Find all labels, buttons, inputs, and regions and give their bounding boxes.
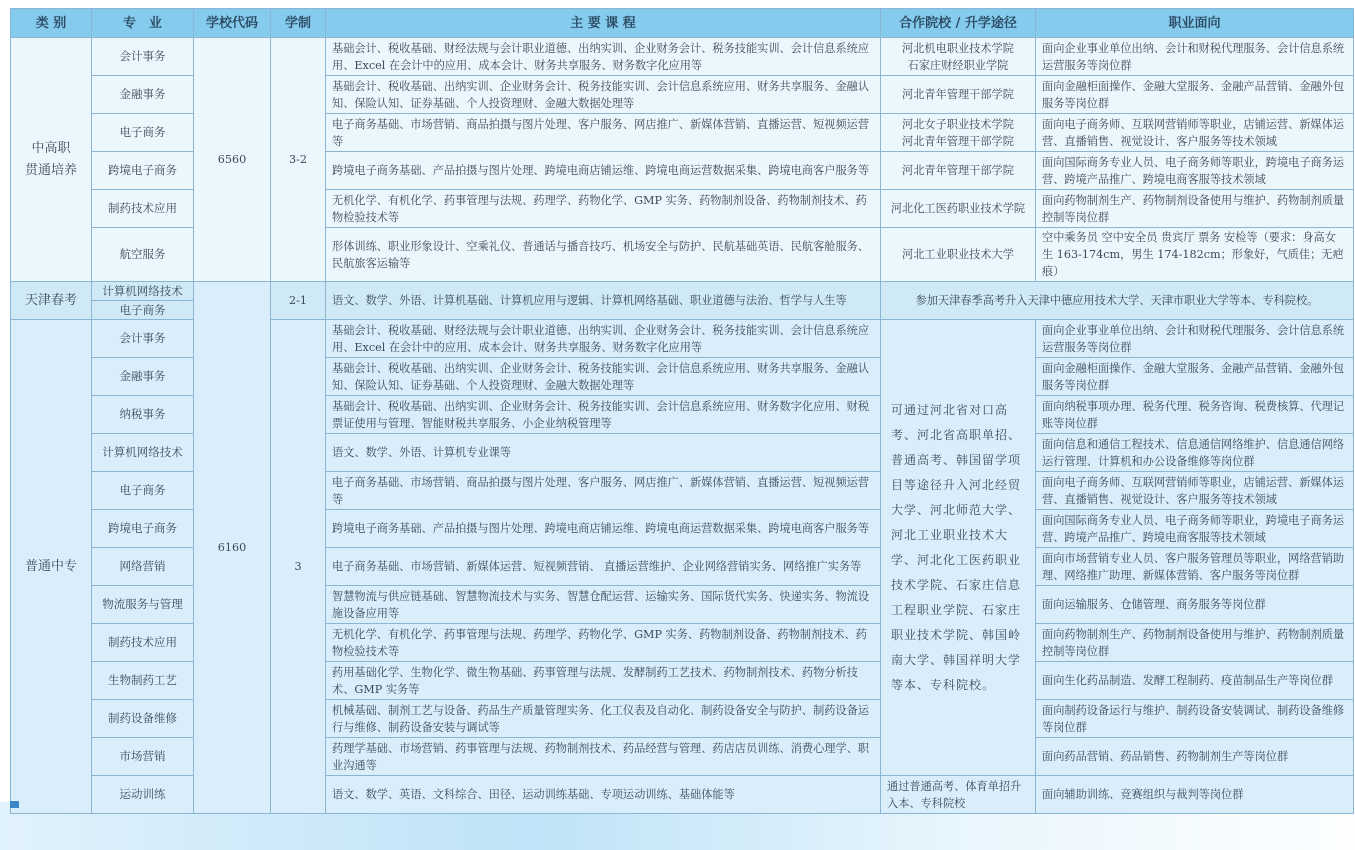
header-partner: 合作院校 / 升学途径 (881, 9, 1036, 38)
duration-cell: 3 (271, 320, 326, 814)
courses-cell: 药用基础化学、生物化学、微生物基础、药事管理与法规、发酵制药工艺技术、药物制剂技术、药物分析技术、GMP 实务等 (326, 662, 881, 700)
partner-cell: 通过普通高考、体育单招升入本、专科院校 (881, 776, 1036, 814)
partner-cell: 河北青年管理干部学院 (881, 152, 1036, 190)
table-header-row (11, 9, 1354, 38)
header-school-code: 学校代码 (194, 9, 271, 38)
category-cell: 中高职 贯通培养 (11, 38, 92, 282)
major-cell: 电子商务 (92, 114, 194, 152)
partner-cell: 河北化工医药职业技术学院 (881, 190, 1036, 228)
major-cell: 网络营销 (92, 548, 194, 586)
major-label: 计算机网络技术 (102, 284, 183, 298)
careers-cell: 面向金融柜面操作、金融大堂服务、金融产品营销、金融外包服务等岗位群 (1036, 76, 1354, 114)
major-cell (92, 282, 194, 320)
major-cell: 会计事务 (92, 38, 194, 76)
header-careers: 职业面向 (1036, 9, 1354, 38)
major-cell: 物流服务与管理 (92, 586, 194, 624)
careers-cell: 面向国际商务专业人员、电子商务师等职业，跨境电子商务运营、跨境产品推广、跨境电商客服等技术领域 (1036, 510, 1354, 548)
courses-cell: 电子商务基础、市场营销、商品拍摄与图片处理、客户服务、网店推广、新媒体营销、直播运营、短视频运营等 (326, 114, 881, 152)
courses-cell: 语文、数学、外语、计算机基础、计算机应用与逻辑、计算机网络基础、职业道德与法治、哲学与人生等 (326, 282, 881, 320)
major-cell: 电子商务 (92, 472, 194, 510)
careers-cell: 面向市场营销专业人员、客户服务管理员等职业，网络营销助理、网络推广助理、新媒体营销、客户服务等岗位群 (1036, 548, 1354, 586)
courses-cell: 基础会计、税收基础、财经法规与会计职业道德、出纳实训、企业财务会计、税务技能实训、会计信息系统应用、Excel 在会计中的应用、成本会计、财务共享服务、财务数字化应用等 (326, 38, 881, 76)
partner-cell: 河北青年管理干部学院 (881, 76, 1036, 114)
courses-cell: 基础会计、税收基础、财经法规与会计职业道德、出纳实训、企业财务会计、税务技能实训、会计信息系统应用、Excel 在会计中的应用、成本会计、财务共享服务、财务数字化应用等 (326, 320, 881, 358)
major-cell: 运动训练 (92, 776, 194, 814)
major-cell: 航空服务 (92, 228, 194, 282)
major-label: 电子商务 (92, 300, 193, 319)
major-cell: 金融事务 (92, 76, 194, 114)
school-code-cell: 6560 (194, 38, 271, 282)
courses-cell: 机械基础、制剂工艺与设备、药品生产质量管理实务、化工仪表及自动化、制药设备安全与防护、制药设备运行与维修、制药设备安装与调试等 (326, 700, 881, 738)
careers-cell: 空中乘务员 空中安全员 贵宾厅 票务 安检等（要求：身高女生 163-174cm，男生 174-182cm；形象好，气质佳；无疤痕） (1036, 228, 1354, 282)
major-cell: 制药设备维修 (92, 700, 194, 738)
careers-cell: 面向电子商务师、互联网营销师等职业，店铺运营、新媒体运营、直播销售、视觉设计、客户服务等技术领域 (1036, 114, 1354, 152)
courses-cell: 基础会计、税收基础、出纳实训、企业财务会计、税务技能实训、会计信息系统应用、财务数字化应用、财税票证使用与管理、智能财税共享服务、小企业纳税管理等 (326, 396, 881, 434)
partner-cell: 河北女子职业技术学院 河北青年管理干部学院 (881, 114, 1036, 152)
major-cell: 会计事务 (92, 320, 194, 358)
courses-cell: 跨境电子商务基础、产品拍摄与图片处理、跨境电商店铺运维、跨境电商运营数据采集、跨境电商客户服务等 (326, 152, 881, 190)
major-cell: 生物制药工艺 (92, 662, 194, 700)
category-cell: 普通中专 (11, 320, 92, 814)
careers-cell: 面向企业事业单位出纳、会计和财税代理服务、会计信息系统运营服务等岗位群 (1036, 320, 1354, 358)
header-duration: 学制 (271, 9, 326, 38)
major-cell: 跨境电子商务 (92, 152, 194, 190)
table-row (11, 38, 1354, 76)
duration-cell: 2-1 (271, 282, 326, 320)
category-cell: 天津春考 (11, 282, 92, 320)
major-cell: 跨境电子商务 (92, 510, 194, 548)
careers-cell: 面向电子商务师、互联网营销师等职业，店铺运营、新媒体运营、直播销售、视觉设计、客户服务等技术领域 (1036, 472, 1354, 510)
careers-cell: 面向信息和通信工程技术、信息通信网络维护、信息通信网络运行管理、计算机和办公设备维修等岗位群 (1036, 434, 1354, 472)
program-table (10, 8, 1354, 814)
courses-cell: 形体训练、职业形象设计、空乘礼仪、普通话与播音技巧、机场安全与防护、民航基础英语、民航客舱服务、民航旅客运输等 (326, 228, 881, 282)
careers-cell: 面向生化药品制造、发酵工程制药、疫苗制品生产等岗位群 (1036, 662, 1354, 700)
careers-cell: 面向国际商务专业人员、电子商务师等职业，跨境电子商务运营、跨境产品推广、跨境电商客服等技术领域 (1036, 152, 1354, 190)
courses-cell: 电子商务基础、市场营销、新媒体运营、短视频营销、 直播运营维护、企业网络营销实务、网络推广实务等 (326, 548, 881, 586)
courses-cell: 无机化学、有机化学、药事管理与法规、药理学、药物化学、GMP 实务、药物制剂设备、药物制剂技术、药物检验技术等 (326, 190, 881, 228)
major-cell: 纳税事务 (92, 396, 194, 434)
header-courses: 主 要 课 程 (326, 9, 881, 38)
header-major: 专 业 (92, 9, 194, 38)
partner-cell: 河北工业职业技术大学 (881, 228, 1036, 282)
careers-cell: 面向企业事业单位出纳、会计和财税代理服务、会计信息系统运营服务等岗位群 (1036, 38, 1354, 76)
courses-cell: 智慧物流与供应链基础、智慧物流技术与实务、智慧仓配运营、运输实务、国际货代实务、快递实务、物流设施设备应用等 (326, 586, 881, 624)
careers-cell: 面向药物制剂生产、药物制剂设备使用与维护、药物制剂质量控制等岗位群 (1036, 624, 1354, 662)
courses-cell: 药理学基础、市场营销、药事管理与法规、药物制剂技术、药品经营与管理、药店店员训练、消费心理学、职业沟通等 (326, 738, 881, 776)
careers-cell: 面向金融柜面操作、金融大堂服务、金融产品营销、金融外包服务等岗位群 (1036, 358, 1354, 396)
courses-cell: 基础会计、税收基础、出纳实训、企业财务会计、税务技能实训、会计信息系统应用、财务共享服务、金融认知、保险认知、证券基础、个人投资理财、金融大数据处理等 (326, 358, 881, 396)
pathway-cell: 参加天津春季高考升入天津中德应用技术大学、天津市职业大学等本、专科院校。 (881, 282, 1354, 320)
courses-cell: 无机化学、有机化学、药事管理与法规、药理学、药物化学、GMP 实务、药物制剂设备、药物制剂技术、药物检验技术等 (326, 624, 881, 662)
careers-cell: 面向药品营销、药品销售、药物制剂生产等岗位群 (1036, 738, 1354, 776)
courses-cell: 跨境电子商务基础、产品拍摄与图片处理、跨境电商店铺运维、跨境电商运营数据采集、跨境电商客户服务等 (326, 510, 881, 548)
careers-cell: 面向运输服务、仓储管理、商务服务等岗位群 (1036, 586, 1354, 624)
careers-cell: 面向制药设备运行与维护、制药设备安装调试、制药设备维修等岗位群 (1036, 700, 1354, 738)
table-row (11, 282, 1354, 320)
courses-cell: 基础会计、税收基础、出纳实训、企业财务会计、税务技能实训、会计信息系统应用、财务共享服务、金融认知、保险认知、证券基础、个人投资理财、金融大数据处理等 (326, 76, 881, 114)
careers-cell: 面向药物制剂生产、药物制剂设备使用与维护、药物制剂质量控制等岗位群 (1036, 190, 1354, 228)
major-cell: 制药技术应用 (92, 624, 194, 662)
duration-cell: 3-2 (271, 38, 326, 282)
school-code-cell: 6160 (194, 282, 271, 814)
courses-cell: 语文、数学、外语、计算机专业课等 (326, 434, 881, 472)
major-cell: 金融事务 (92, 358, 194, 396)
corner-marker-icon (10, 801, 19, 808)
major-cell: 制药技术应用 (92, 190, 194, 228)
partner-cell: 河北机电职业技术学院 石家庄财经职业学院 (881, 38, 1036, 76)
careers-cell: 面向辅助训练、竞赛组织与裁判等岗位群 (1036, 776, 1354, 814)
header-category: 类 别 (11, 9, 92, 38)
courses-cell: 语文、数学、英语、文科综合、田径、运动训练基础、专项运动训练、基础体能等 (326, 776, 881, 814)
shared-partner-cell: 可通过河北省对口高考、河北省高职单招、普通高考、韩国留学项目等途径升入河北经贸大学、河北师范大学、河北工业职业技术大学、河北化工医药职业技术学院、石家庄信息工程职业学院、石家庄职业技术学院、韩国岭南大学、韩国祥明大学等本、专科院校。 (881, 320, 1036, 776)
courses-cell: 电子商务基础、市场营销、商品拍摄与图片处理、客户服务、网店推广、新媒体营销、直播运营、短视频运营等 (326, 472, 881, 510)
major-cell: 市场营销 (92, 738, 194, 776)
major-cell: 计算机网络技术 (92, 434, 194, 472)
careers-cell: 面向纳税事项办理、税务代理、税务咨询、税费核算、代理记账等岗位群 (1036, 396, 1354, 434)
